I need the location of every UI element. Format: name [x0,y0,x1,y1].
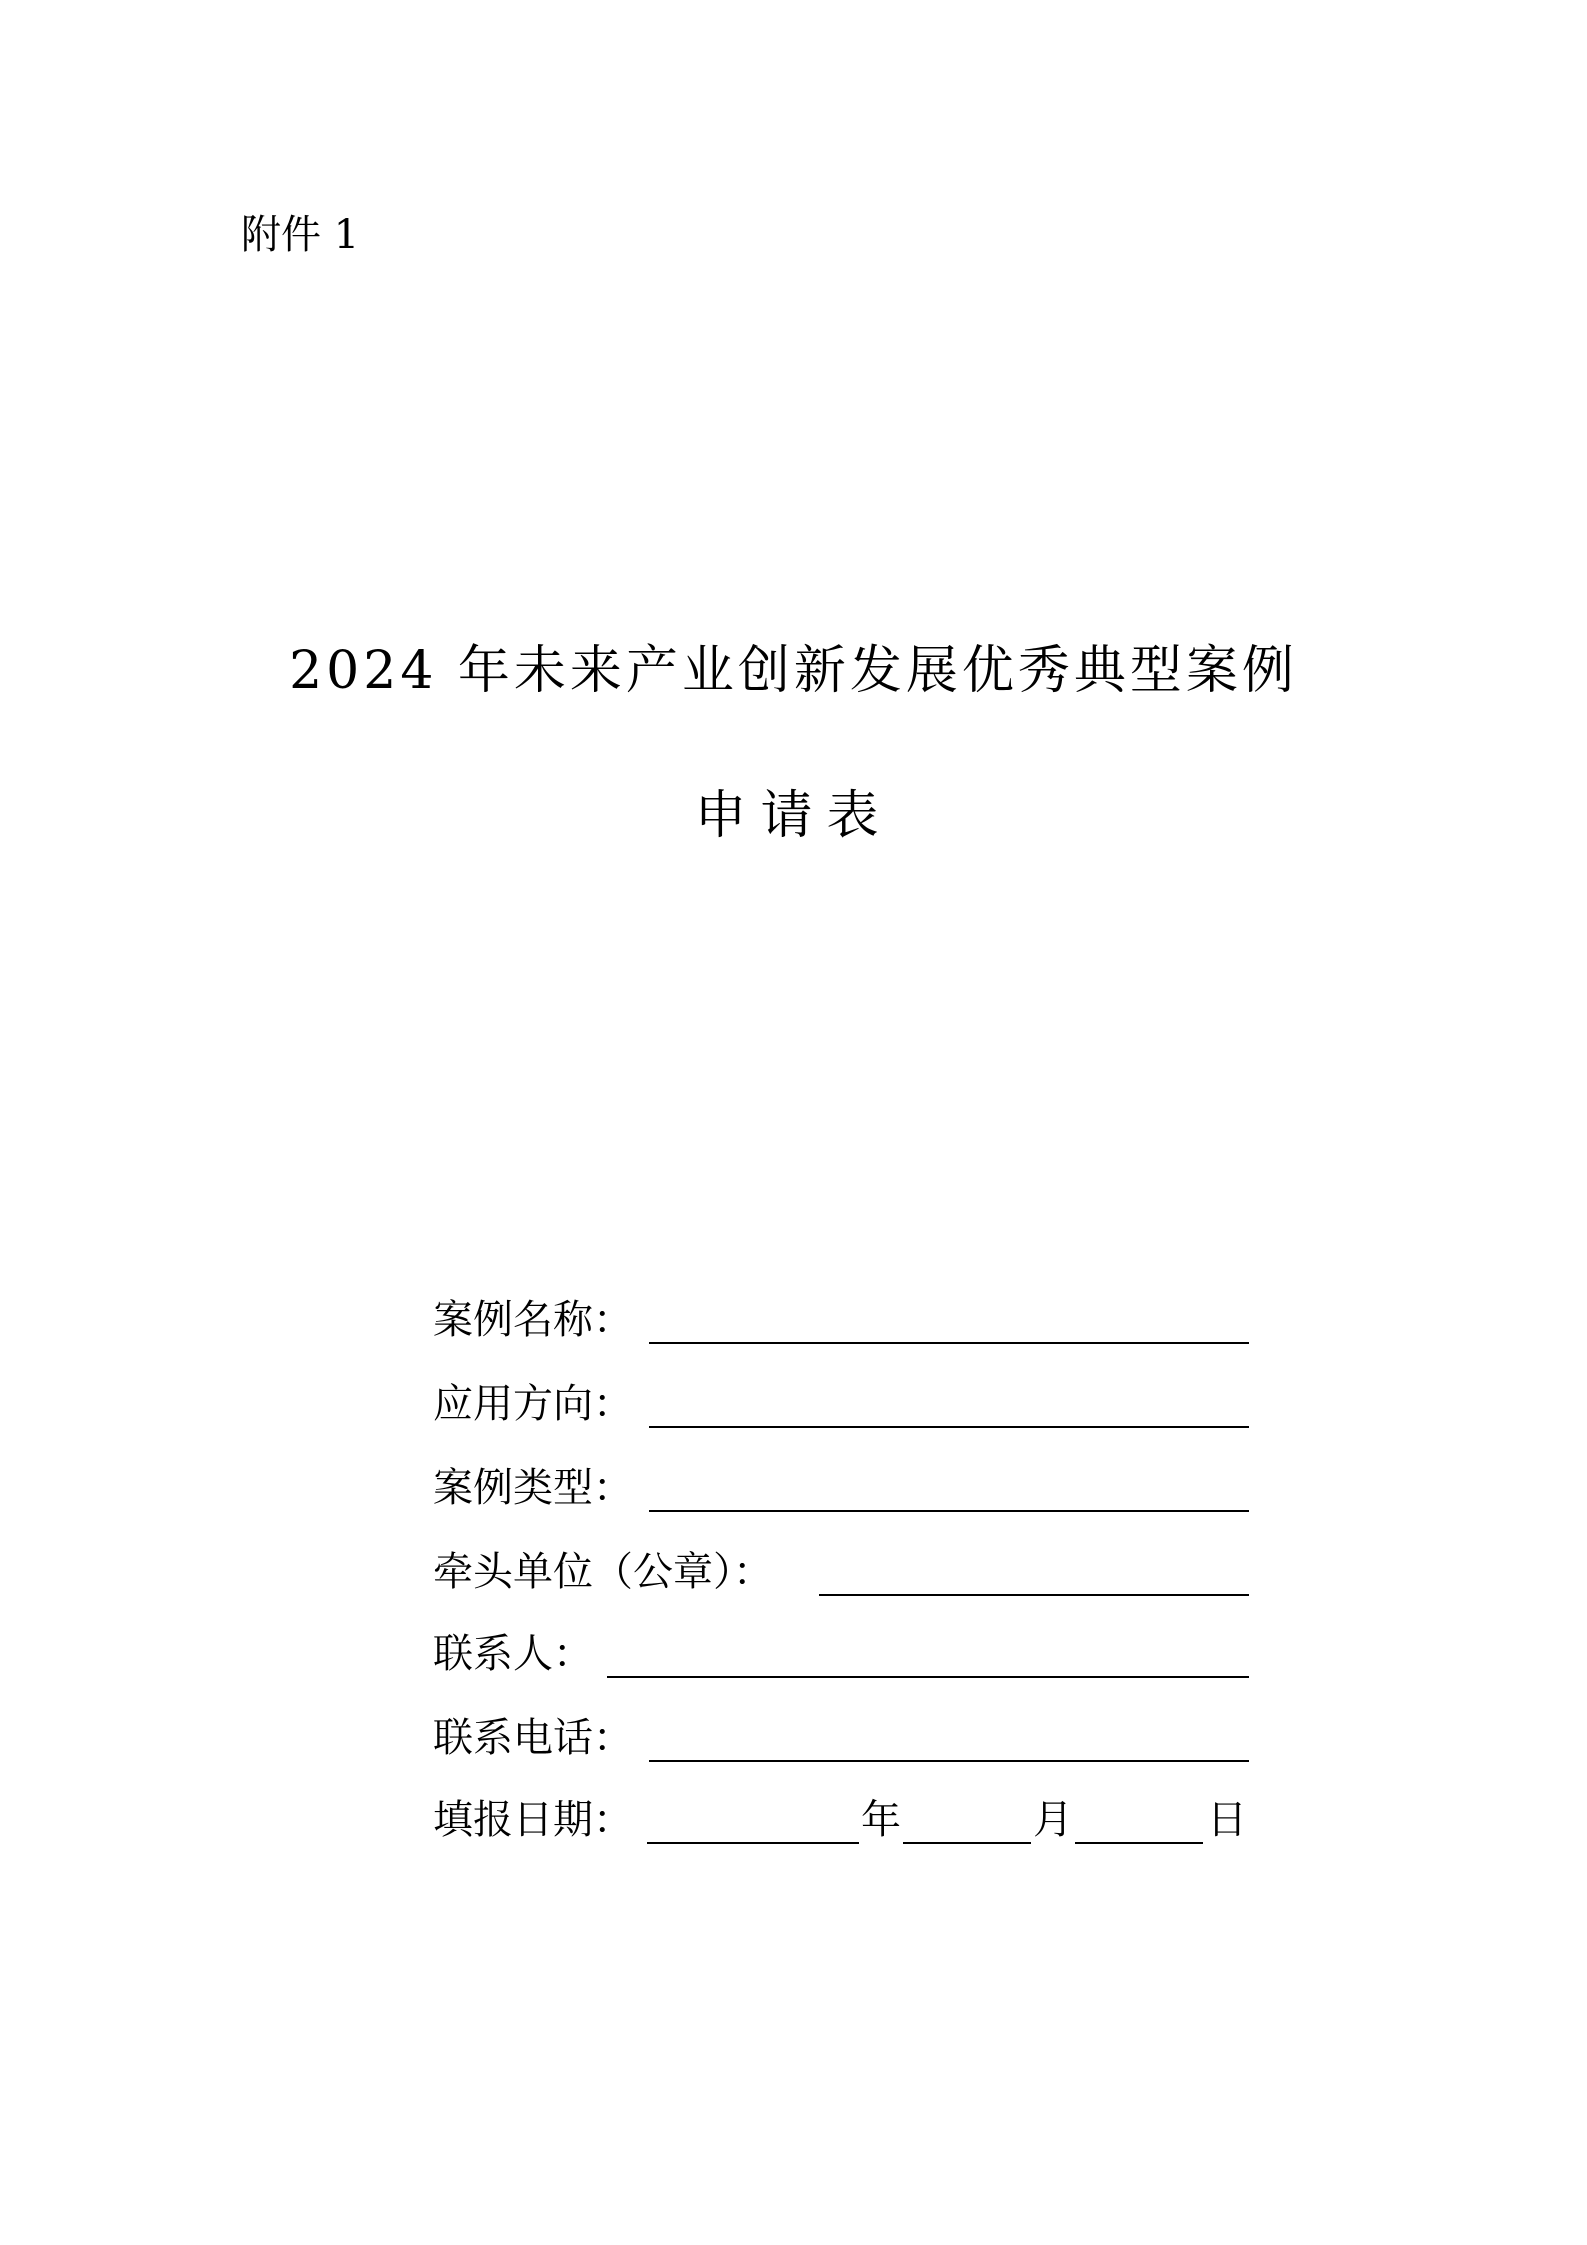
case-name-label: 案例名称： [433,1297,633,1343]
document-title-line-2: 申请表 [694,786,893,846]
contact-phone-field [433,1708,1253,1768]
contact-person-blank[interactable] [607,1676,1249,1678]
attachment-label: 附件 1 [241,212,360,258]
case-name-blank[interactable] [649,1342,1249,1344]
contact-person-label: 联系人： [433,1631,593,1677]
application-direction-label: 应用方向： [433,1381,633,1427]
fill-date-month-unit: 月 [1033,1797,1073,1843]
lead-unit-blank[interactable] [819,1594,1249,1596]
contact-phone-blank[interactable] [649,1760,1249,1762]
case-name-field [433,1290,1253,1350]
fill-date-day-unit: 日 [1207,1797,1247,1843]
lead-unit-field [433,1542,1253,1602]
contact-person-field [433,1624,1253,1684]
contact-phone-label: 联系电话： [433,1715,633,1761]
application-direction-field [433,1374,1253,1434]
lead-unit-label: 牵头单位（公章）： [433,1549,773,1595]
document-title-line-1: 2024 年未来产业创新发展优秀典型案例 [289,641,1298,701]
fill-date-field [433,1790,1253,1850]
fill-date-day-blank[interactable] [1075,1842,1203,1844]
case-type-blank[interactable] [649,1510,1249,1512]
fill-date-year-blank[interactable] [647,1842,859,1844]
application-direction-blank[interactable] [649,1426,1249,1428]
case-type-field [433,1458,1253,1518]
case-type-label: 案例类型： [433,1465,633,1511]
fill-date-month-blank[interactable] [903,1842,1031,1844]
fill-date-label: 填报日期： [433,1797,633,1843]
fill-date-year-unit: 年 [861,1797,901,1843]
